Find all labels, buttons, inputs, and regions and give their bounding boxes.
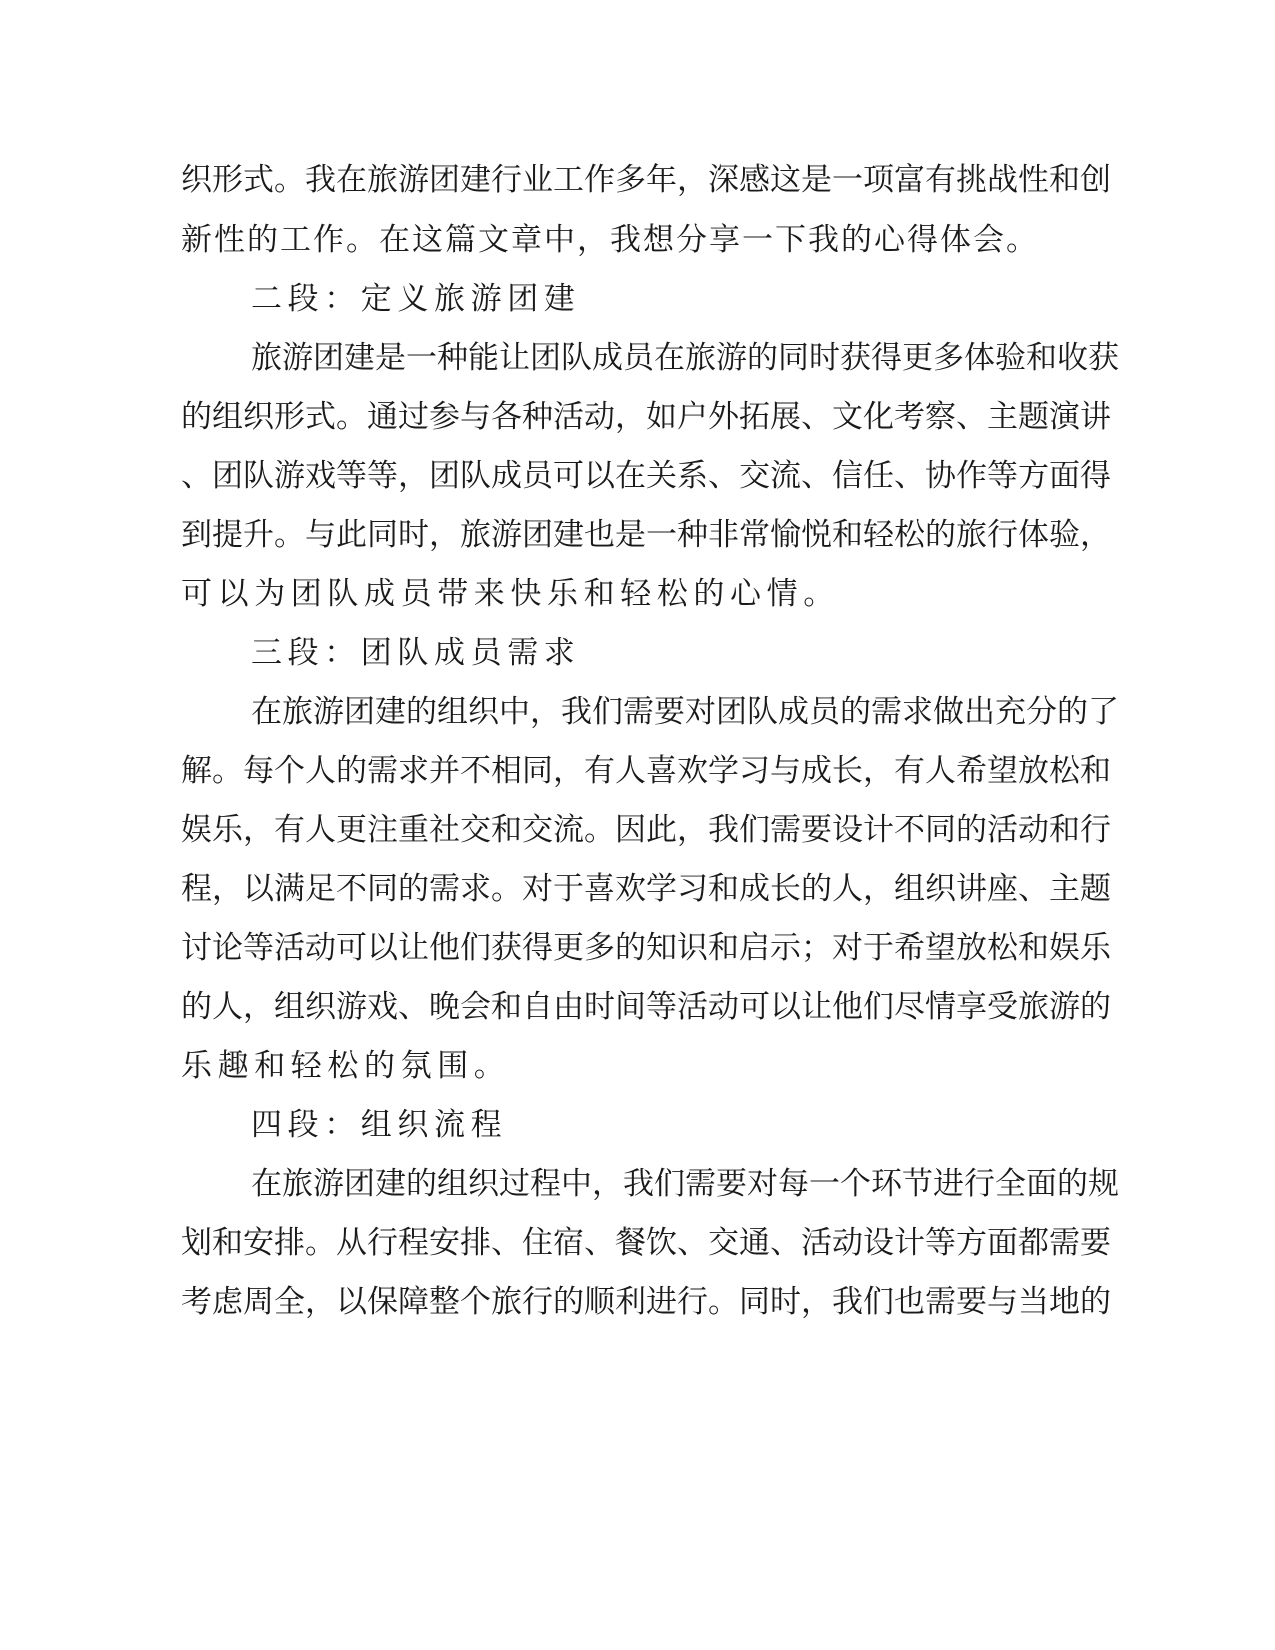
text-line: 的组织形式。通过参与各种活动，如户外拓展、文化考察、主题演讲 — [181, 399, 1111, 435]
text-line: 乐趣和轻松的氛围。 — [181, 1048, 511, 1084]
text-line: 在旅游团建的组织过程中，我们需要对每一个环节进行全面的规 — [251, 1166, 1119, 1202]
text-line: 织形式。我在旅游团建行业工作多年，深感这是一项富有挑战性和创 — [181, 162, 1111, 198]
text-line: 到提升。与此同时，旅游团建也是一种非常愉悦和轻松的旅行体验， — [181, 517, 1111, 553]
text-line: 可以为团队成员带来快乐和轻松的心情。 — [181, 576, 840, 612]
text-line: 的人，组织游戏、晚会和自由时间等活动可以让他们尽情享受旅游的 — [181, 989, 1111, 1025]
text-line: 旅游团建是一种能让团队成员在旅游的同时获得更多体验和收获 — [251, 340, 1119, 376]
section-heading-2: 二段：定义旅游团建 — [251, 281, 581, 317]
text-line: 考虑周全，以保障整个旅行的顺利进行。同时，我们也需要与当地的 — [181, 1284, 1111, 1320]
section-heading-3: 三段：团队成员需求 — [251, 635, 581, 671]
section-heading-4: 四段：组织流程 — [251, 1107, 508, 1143]
text-line: 娱乐，有人更注重社交和交流。因此，我们需要设计不同的活动和行 — [181, 812, 1111, 848]
text-line: 程，以满足不同的需求。对于喜欢学习和成长的人，组织讲座、主题 — [181, 871, 1111, 907]
text-line: 解。每个人的需求并不相同，有人喜欢学习与成长，有人希望放松和 — [181, 753, 1111, 789]
text-line: 新性的工作。在这篇文章中，我想分享一下我的心得体会。 — [181, 222, 1039, 258]
text-line: 讨论等活动可以让他们获得更多的知识和启示；对于希望放松和娱乐 — [181, 930, 1111, 966]
text-line: 、团队游戏等等，团队成员可以在关系、交流、信任、协作等方面得 — [181, 458, 1111, 494]
text-line: 划和安排。从行程安排、住宿、餐饮、交通、活动设计等方面都需要 — [181, 1225, 1111, 1261]
text-line: 在旅游团建的组织中，我们需要对团队成员的需求做出充分的了 — [251, 694, 1119, 730]
